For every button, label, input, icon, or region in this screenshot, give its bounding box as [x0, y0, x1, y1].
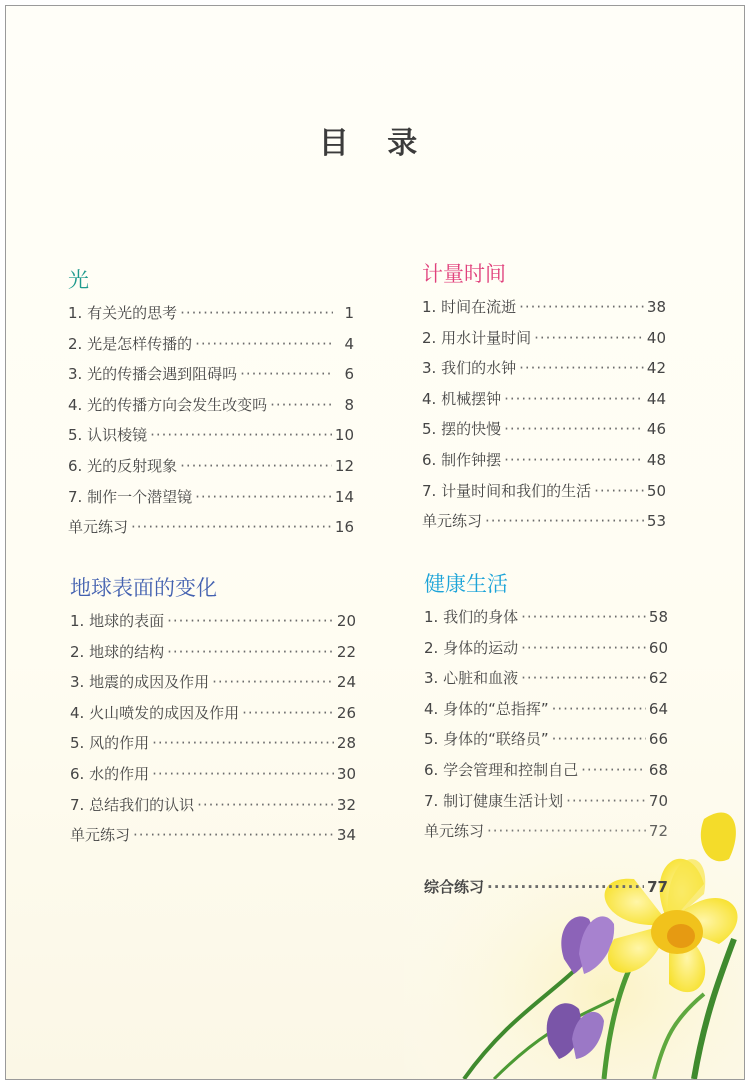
entry-page: 32 — [336, 795, 356, 814]
entry-page: 38 — [646, 298, 666, 316]
entry-page: 34 — [336, 826, 356, 845]
leader-dots — [195, 488, 332, 506]
leader-dots — [150, 426, 332, 444]
toc-page — [5, 5, 745, 1080]
entry-title: 1. 时间在流逝 — [422, 298, 517, 316]
entry-title: 综合练习 — [424, 878, 485, 896]
toc-entry[interactable] — [424, 728, 668, 759]
entry-title: 5. 身体的“联络员” — [424, 730, 549, 749]
daffodil-illustration — [404, 789, 744, 1079]
leader-dots — [131, 518, 332, 536]
entry-title: 3. 光的传播会遇到阻碍吗 — [68, 365, 238, 384]
section-earth — [70, 574, 356, 855]
leader-dots — [133, 826, 334, 844]
entry-title: 3. 地震的成因及作用 — [70, 673, 210, 692]
entry-title: 4. 光的传播方向会发生改变吗 — [68, 395, 268, 414]
entry-page: 46 — [646, 420, 666, 439]
toc-entry[interactable] — [424, 876, 668, 907]
entry-title: 7. 计量时间和我们的生活 — [422, 481, 592, 500]
entry-title: 3. 我们的水钟 — [422, 359, 517, 378]
toc-list — [424, 876, 668, 907]
section-heading: 计量时间 — [422, 262, 506, 286]
toc-entry[interactable] — [70, 824, 356, 855]
entry-page: 53 — [646, 512, 666, 531]
entry-page: 42 — [646, 359, 666, 378]
toc-entry[interactable] — [68, 486, 354, 517]
leader-dots — [552, 730, 646, 748]
leader-dots — [242, 704, 334, 722]
entry-title: 单元练习 — [422, 512, 483, 531]
page-title: 目 录 — [318, 126, 432, 161]
entry-title: 6. 光的反射现象 — [68, 456, 178, 475]
entry-title: 3. 心脏和血液 — [424, 669, 519, 688]
entry-page: 58 — [648, 608, 668, 626]
entry-page: 60 — [648, 638, 668, 657]
section-time — [422, 260, 666, 541]
entry-page: 62 — [648, 669, 668, 688]
entry-page: 16 — [334, 518, 354, 537]
toc-entry[interactable] — [424, 606, 668, 637]
entry-title: 6. 水的作用 — [70, 764, 150, 783]
entry-title: 单元练习 — [70, 826, 131, 845]
entry-title: 2. 地球的结构 — [70, 642, 165, 661]
toc-entry[interactable] — [424, 637, 668, 668]
toc-entry[interactable] — [70, 671, 356, 702]
entry-page: 1 — [344, 304, 354, 322]
toc-entry[interactable] — [70, 794, 356, 825]
leader-dots — [180, 304, 333, 322]
entry-title: 1. 有关光的思考 — [68, 304, 178, 322]
toc-entry[interactable] — [422, 296, 666, 327]
leader-dots — [521, 669, 646, 687]
entry-title: 5. 摆的快慢 — [422, 420, 502, 439]
toc-entry[interactable] — [68, 394, 354, 425]
entry-title: 4. 身体的“总指挥” — [424, 699, 549, 718]
entry-page: 14 — [334, 487, 354, 506]
entry-page: 20 — [336, 612, 356, 630]
toc-entry[interactable] — [68, 424, 354, 455]
leader-dots — [167, 612, 334, 630]
section-light — [68, 266, 354, 547]
entry-page: 12 — [334, 456, 354, 475]
entry-page: 4 — [344, 334, 354, 353]
toc-entry[interactable] — [68, 455, 354, 486]
section-heading: 地球表面的变化 — [70, 576, 217, 600]
leader-dots — [504, 420, 644, 438]
entry-title: 2. 身体的运动 — [424, 638, 519, 657]
leader-dots — [152, 765, 334, 783]
entry-title: 2. 光是怎样传播的 — [68, 334, 193, 353]
entry-page: 30 — [336, 764, 356, 783]
entry-title: 2. 用水计量时间 — [422, 328, 532, 347]
toc-entry[interactable] — [424, 667, 668, 698]
entry-page: 66 — [648, 730, 668, 749]
toc-entry[interactable] — [68, 333, 354, 364]
toc-entry[interactable] — [422, 357, 666, 388]
entry-page: 68 — [648, 760, 668, 779]
leader-dots — [485, 512, 644, 530]
leader-dots — [270, 396, 333, 414]
leader-dots — [552, 700, 646, 718]
toc-entry[interactable] — [422, 510, 666, 541]
entry-title: 7. 制作一个潜望镜 — [68, 487, 193, 506]
leader-dots — [504, 390, 644, 408]
toc-entry[interactable] — [422, 388, 666, 419]
leader-dots — [152, 734, 334, 752]
toc-entry[interactable] — [70, 763, 356, 794]
leader-dots — [487, 878, 644, 896]
leader-dots — [594, 482, 644, 500]
entry-title: 5. 风的作用 — [70, 734, 150, 753]
entry-page: 64 — [648, 699, 668, 718]
toc-entry[interactable] — [424, 759, 668, 790]
toc-entry[interactable] — [70, 610, 356, 641]
leader-dots — [519, 359, 644, 377]
leader-dots — [212, 673, 334, 691]
entry-page: 40 — [646, 328, 666, 347]
entry-page: 48 — [646, 450, 666, 469]
entry-title: 7. 总结我们的认识 — [70, 795, 195, 814]
toc-entry[interactable] — [422, 327, 666, 358]
leader-dots — [581, 761, 646, 779]
entry-title: 4. 机械摆钟 — [422, 389, 502, 408]
entry-page: 22 — [336, 642, 356, 661]
leader-dots — [240, 365, 333, 383]
entry-title: 单元练习 — [68, 518, 129, 537]
leader-dots — [167, 643, 334, 661]
entry-title: 1. 我们的身体 — [424, 608, 519, 626]
toc-entry[interactable] — [68, 516, 354, 547]
toc-entry[interactable] — [70, 641, 356, 672]
entry-title: 6. 制作钟摆 — [422, 450, 502, 469]
toc-entry[interactable] — [422, 449, 666, 480]
entry-page: 8 — [344, 395, 354, 414]
toc-list — [70, 610, 356, 855]
entry-page: 50 — [646, 481, 666, 500]
leader-dots — [534, 329, 644, 347]
leader-dots — [195, 335, 333, 353]
toc-entry[interactable] — [68, 363, 354, 394]
entry-title: 6. 学会管理和控制自己 — [424, 760, 579, 779]
entry-page: 26 — [336, 703, 356, 722]
toc-entry[interactable] — [70, 702, 356, 733]
leader-dots — [519, 298, 644, 316]
entry-title: 1. 地球的表面 — [70, 612, 165, 630]
section-heading: 光 — [68, 268, 89, 292]
entry-page: 10 — [334, 426, 354, 445]
toc-entry[interactable] — [422, 418, 666, 449]
entry-page: 77 — [647, 878, 668, 896]
toc-entry[interactable] — [424, 698, 668, 729]
entry-title: 4. 火山喷发的成因及作用 — [70, 703, 240, 722]
entry-title: 5. 认识棱镜 — [68, 426, 148, 445]
section-final — [424, 876, 668, 907]
toc-entry[interactable] — [422, 480, 666, 511]
leader-dots — [180, 457, 332, 475]
entry-page: 44 — [646, 389, 666, 408]
toc-entry[interactable] — [68, 302, 354, 333]
leader-dots — [504, 451, 644, 469]
entry-page: 28 — [336, 734, 356, 753]
section-heading: 健康生活 — [424, 572, 508, 596]
toc-entry[interactable] — [70, 732, 356, 763]
toc-list — [422, 296, 666, 541]
toc-list — [68, 302, 354, 547]
leader-dots — [521, 608, 646, 626]
leader-dots — [521, 639, 646, 657]
entry-page: 24 — [336, 673, 356, 692]
entry-page: 6 — [344, 365, 354, 384]
leader-dots — [197, 796, 334, 814]
